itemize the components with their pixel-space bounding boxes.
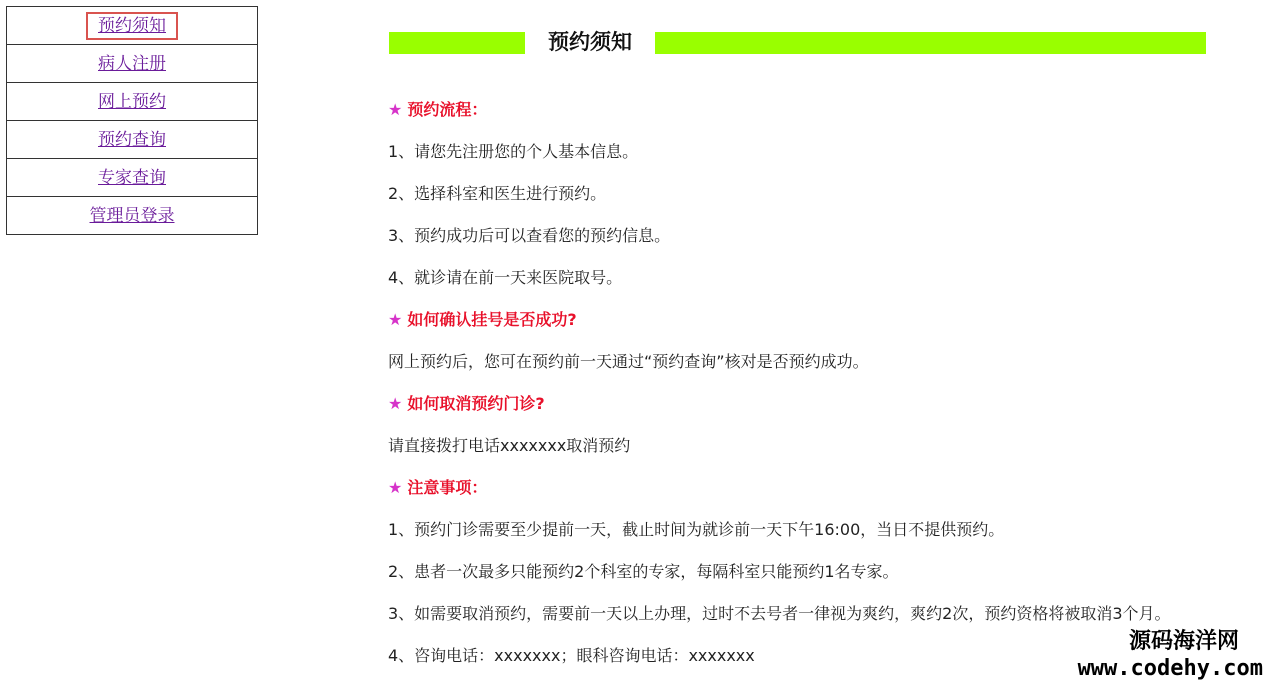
- sidebar-item-patient-register[interactable]: [7, 45, 257, 83]
- notice-line: 4、咨询电话：xxxxxxx；眼科咨询电话：xxxxxxx: [388, 646, 755, 665]
- section-heading-process: [388, 98, 1273, 122]
- sidebar-item-booking-query[interactable]: [7, 121, 257, 159]
- notice-line: 1、预约门诊需要至少提前一天，截止时间为就诊前一天下午16:00，当日不提供预约。: [388, 520, 1005, 539]
- notice-content: [388, 98, 1273, 686]
- sidebar-link-patient-register[interactable]: 病人注册: [98, 54, 166, 74]
- page-title-banner: [389, 27, 1206, 57]
- banner-bar-left: [389, 32, 525, 54]
- notice-line: 网上预约后，您可在预约前一天通过“预约查询”核对是否预约成功。: [388, 352, 869, 371]
- star-icon: ★: [388, 394, 403, 413]
- sidebar-nav: [6, 6, 258, 235]
- section-heading-text: 预约流程：: [407, 100, 488, 119]
- notice-line: 2、患者一次最多只能预约2个科室的专家，每隔科室只能预约1名专家。: [388, 562, 899, 581]
- sidebar-item-expert-query[interactable]: [7, 159, 257, 197]
- notice-line: 1、请您先注册您的个人基本信息。: [388, 142, 639, 161]
- sidebar-item-admin-login[interactable]: [7, 197, 257, 235]
- star-icon: ★: [388, 100, 403, 119]
- watermark-url: www.codehy.com: [1077, 656, 1263, 681]
- section-heading-confirm: [388, 308, 1273, 332]
- sidebar-item-booking-notice[interactable]: [7, 7, 257, 45]
- star-icon: ★: [388, 478, 403, 497]
- sidebar-link-booking-notice[interactable]: 预约须知: [88, 14, 176, 38]
- sidebar-link-admin-login[interactable]: 管理员登录: [89, 206, 175, 226]
- sidebar-item-online-booking[interactable]: [7, 83, 257, 121]
- banner-bar-right: [655, 32, 1206, 54]
- watermark: [1078, 628, 1263, 682]
- sidebar-link-booking-query[interactable]: 预约查询: [98, 130, 166, 150]
- section-heading-text: 注意事项：: [407, 478, 488, 497]
- sidebar-link-expert-query[interactable]: 专家查询: [98, 168, 166, 188]
- notice-line: 3、预约成功后可以查看您的预约信息。: [388, 226, 671, 245]
- notice-line: 4、就诊请在前一天来医院取号。: [388, 268, 623, 287]
- section-heading-text: 如何确认挂号是否成功?: [407, 310, 577, 329]
- notice-line: 请直接拨打电话xxxxxxx取消预约: [388, 436, 631, 455]
- section-heading-cancel: [388, 392, 1273, 416]
- section-heading-notes: [388, 476, 1273, 500]
- section-heading-text: 如何取消预约门诊?: [407, 394, 545, 413]
- watermark-name: 源码海洋网: [1128, 629, 1239, 654]
- notice-line: 3、如需要取消预约，需要前一天以上办理，过时不去号者一律视为爽约，爽约2次，预约资格将被取消3个月。: [388, 604, 1171, 623]
- notice-line: 2、选择科室和医生进行预约。: [388, 184, 607, 203]
- page-title: 预约须知: [548, 30, 632, 54]
- sidebar-link-online-booking[interactable]: 网上预约: [98, 92, 166, 112]
- star-icon: ★: [388, 310, 403, 329]
